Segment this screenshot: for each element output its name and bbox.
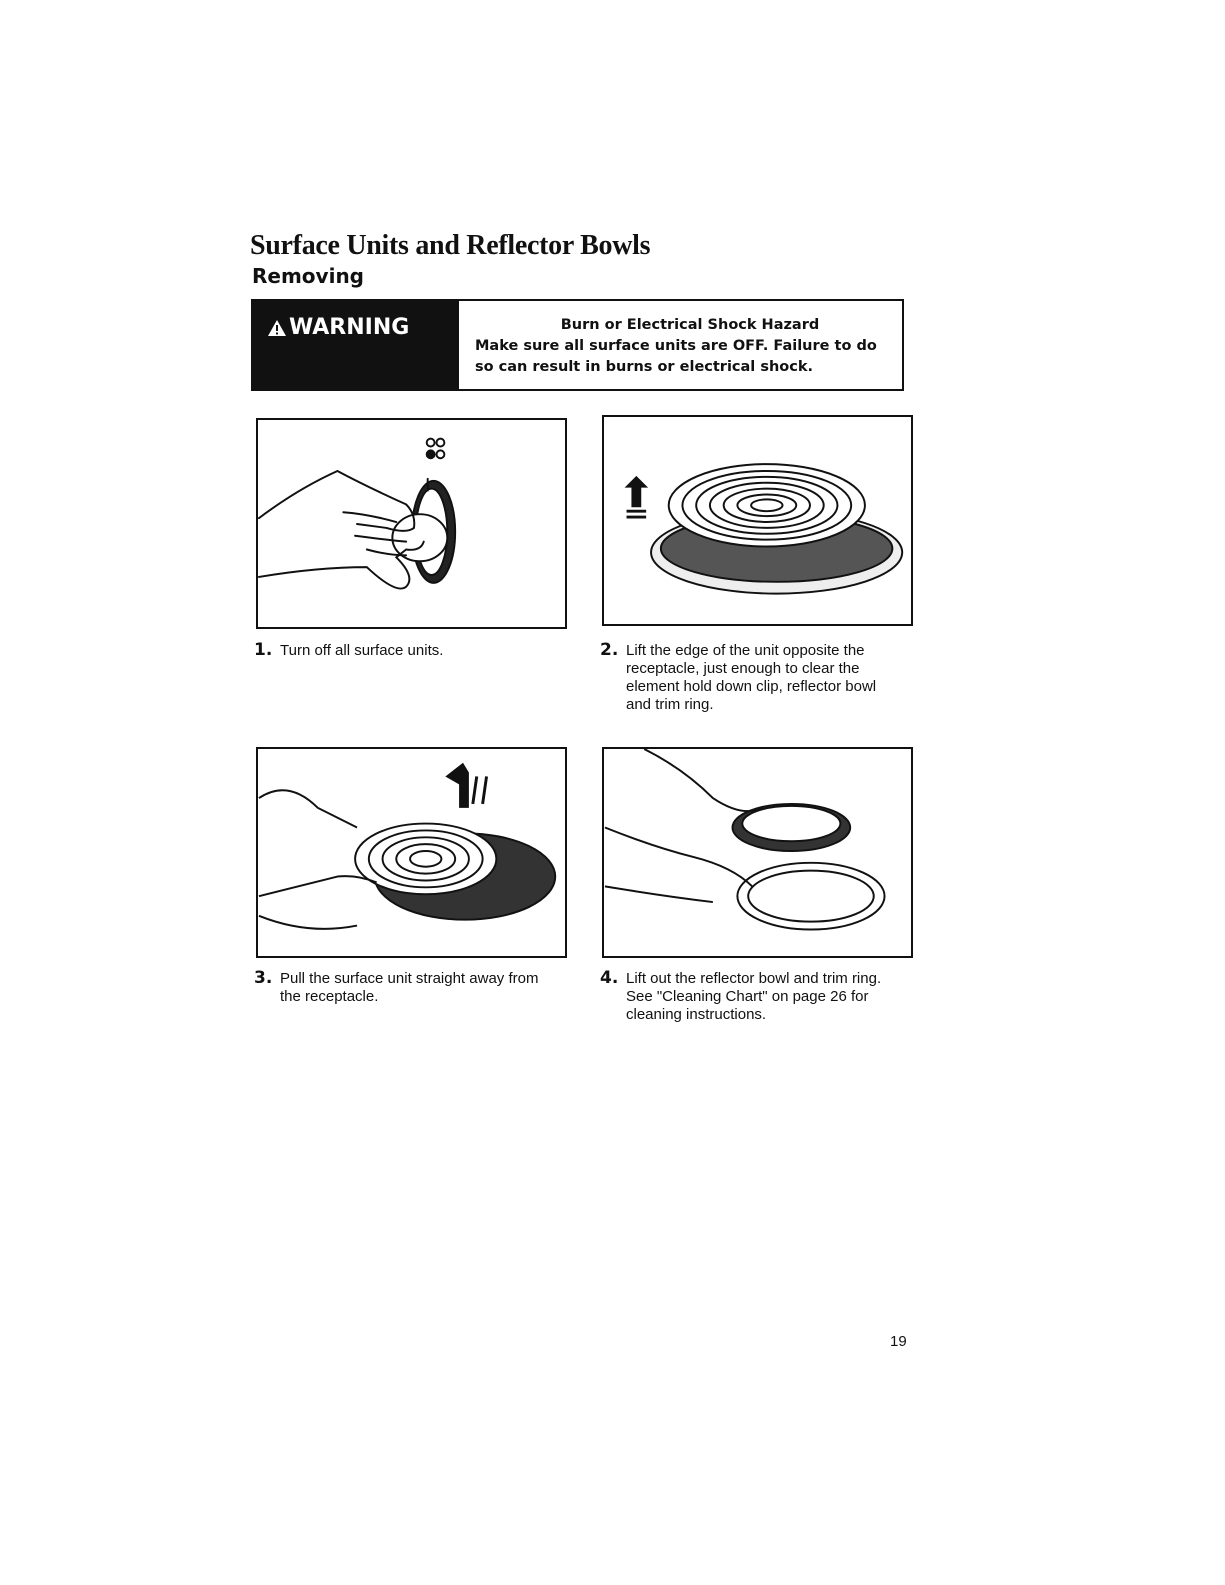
- illustration-lift-bowl: [604, 749, 911, 956]
- step-number: 1.: [254, 640, 273, 660]
- warning-label-panel: [253, 301, 459, 389]
- warning-heading: Burn or Electrical Shock Hazard: [560, 317, 820, 333]
- step-text: Pull the surface unit straight away from the receptacle.: [280, 970, 539, 1005]
- step-text: Lift the edge of the unit opposite the receptacle, just enough to clear the element hold down clip, reflector bowl and trim ring.: [626, 642, 877, 713]
- page-title: Surface Units and Reflector Bowls: [250, 230, 651, 261]
- warning-box: [251, 299, 904, 391]
- step-number: 4.: [600, 968, 619, 988]
- figure-pull-unit: [256, 747, 567, 958]
- section-subtitle: Removing: [252, 264, 364, 288]
- back-arrow-icon: [445, 763, 486, 808]
- step-number: 2.: [600, 640, 619, 660]
- illustration-lift-unit: [604, 417, 911, 624]
- step-3: [254, 970, 554, 1006]
- step-text: Turn off all surface units.: [280, 642, 444, 659]
- illustration-pull-unit: [258, 749, 565, 956]
- step-text: Lift out the reflector bowl and trim ring. See "Cleaning Chart" on page 26 for cleaning instructions.: [626, 970, 882, 1023]
- figure-turn-off-knob: [256, 418, 567, 629]
- figure-lift-unit: [602, 415, 913, 626]
- step-number: 3.: [254, 968, 273, 988]
- figure-lift-bowl: [602, 747, 913, 958]
- step-4: [600, 970, 898, 1024]
- warning-label: [267, 315, 409, 340]
- illustration-knob: [258, 420, 565, 627]
- warning-triangle-icon: [267, 319, 287, 337]
- warning-text: [475, 315, 895, 378]
- warning-label-text: WARNING: [289, 315, 410, 340]
- step-2: [600, 642, 898, 714]
- step-1: [254, 642, 554, 660]
- warning-body: Make sure all surface units are OFF. Failure to do so can result in burns or electrical shock.: [475, 338, 877, 375]
- up-arrow-icon: [625, 476, 649, 517]
- page-number: 19: [890, 1333, 907, 1350]
